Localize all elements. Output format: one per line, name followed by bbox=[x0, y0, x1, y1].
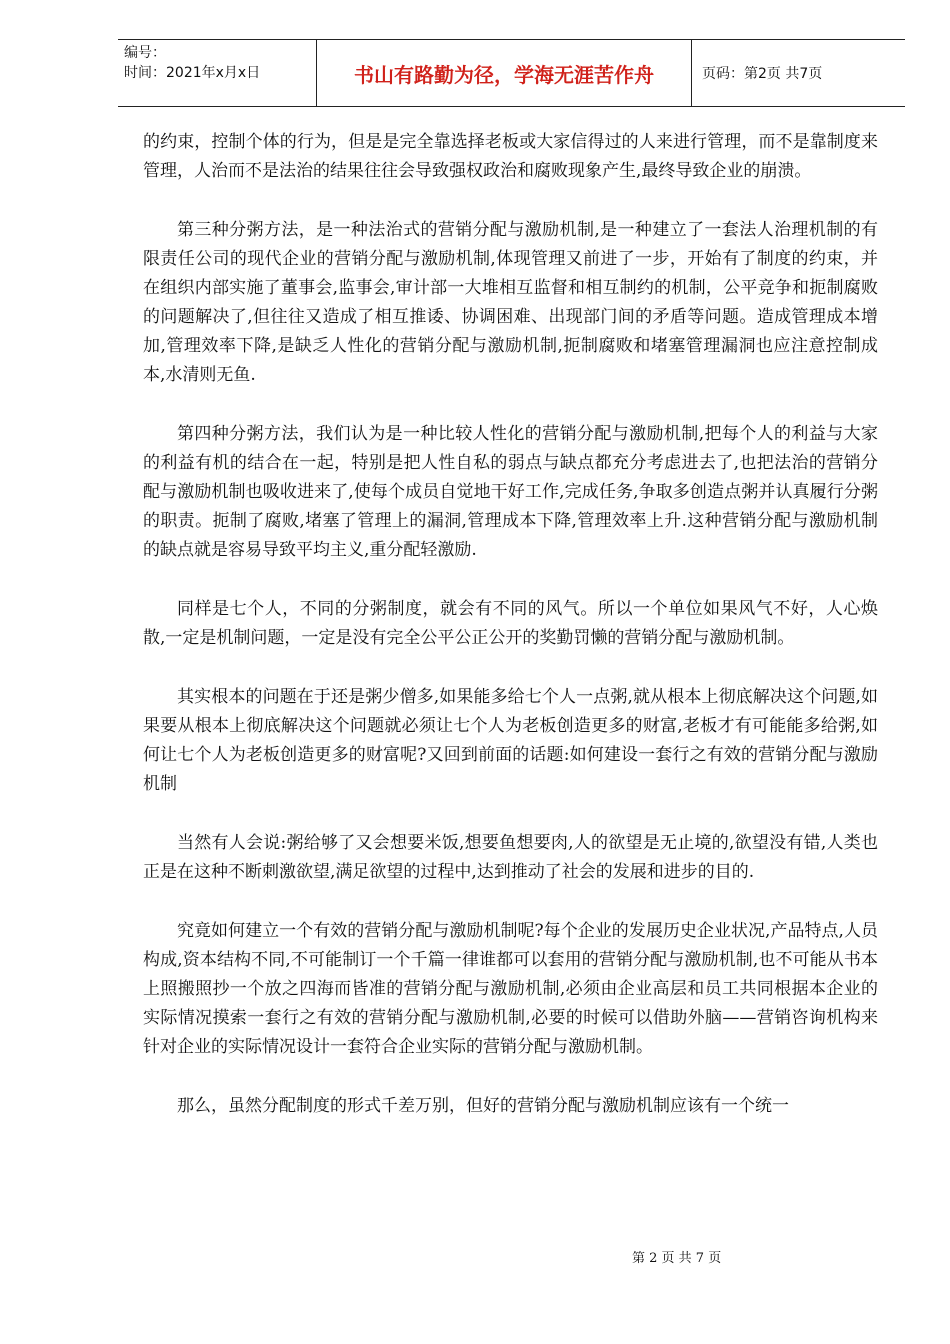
header-motto: 书山有路勤为径，学海无涯苦作舟 bbox=[317, 40, 692, 106]
header-meta bbox=[118, 40, 317, 106]
document-time-label: 时间：2021年x月x日 bbox=[124, 65, 261, 81]
paragraph: 第四种分粥方法，我们认为是一种比较人性化的营销分配与激励机制,把每个人的利益与大家的利益有机的结合在一起，特别是把人性自私的弱点与缺点都充分考虑进去了,也把法治的营销分配与激励机制也吸收进来了,使每个成员自觉地干好工作,完成任务,争取多创造点粥并认真履行分粥的职责。扼制了腐败,堵塞了管理上的漏洞,管理成本下降,管理效率上升.这种营销分配与激励机制的缺点就是容易导致平均主义,重分配轻激励. bbox=[143, 424, 878, 560]
document-body bbox=[143, 128, 878, 1151]
header-page-number: 页码：第2页 共7页 bbox=[702, 66, 823, 82]
paragraph: 究竟如何建立一个有效的营销分配与激励机制呢?每个企业的发展历史企业状况,产品特点,人员构成,资本结构不同,不可能制订一个千篇一律谁都可以套用的营销分配与激励机制,也不可能从书本上照搬照抄一个放之四海而皆准的营销分配与激励机制,必须由企业高层和员工共同根据本企业的实际情况摸索一套行之有效的营销分配与激励机制,必要的时候可以借助外脑——营销咨询机构来针对企业的实际情况设计一套符合企业实际的营销分配与激励机制。 bbox=[143, 921, 878, 1057]
paragraph: 当然有人会说:粥给够了又会想要米饭,想要鱼想要肉,人的欲望是无止境的,欲望没有错,人类也正是在这种不断刺激欲望,满足欲望的过程中,达到推动了社会的发展和进步的目的. bbox=[143, 833, 878, 882]
paragraph: 同样是七个人，不同的分粥制度，就会有不同的风气。所以一个单位如果风气不好，人心焕散,一定是机制问题，一定是没有完全公平公正公开的奖勤罚懒的营销分配与激励机制。 bbox=[143, 599, 878, 648]
paragraph: 第三种分粥方法，是一种法治式的营销分配与激励机制,是一种建立了一套法人治理机制的有限责任公司的现代企业的营销分配与激励机制,体现管理又前进了一步，开始有了制度的约束，并在组织内部实施了董事会,监事会,审计部一大堆相互监督和相互制约的机制，公平竞争和扼制腐败的问题解决了,但往往又造成了相互推诿、协调困难、出现部门间的矛盾等问题。造成管理成本增加,管理效率下降,是缺乏人性化的营销分配与激励机制,扼制腐败和堵塞管理漏洞也应注意控制成本,水清则无鱼. bbox=[143, 220, 878, 385]
page-footer: 第 2 页 共 7 页 bbox=[632, 1251, 722, 1266]
document-header bbox=[118, 39, 905, 107]
paragraph: 的约束，控制个体的行为，但是是完全靠选择老板或大家信得过的人来进行管理，而不是靠制度来管理，人治而不是法治的结果往往会导致强权政治和腐败现象产生,最终导致企业的崩溃。 bbox=[143, 132, 878, 181]
paragraph: 那么，虽然分配制度的形式千差万别，但好的营销分配与激励机制应该有一个统一 bbox=[177, 1096, 789, 1116]
document-number-label: 编号： bbox=[124, 45, 166, 61]
paragraph: 其实根本的问题在于还是粥少僧多,如果能多给七个人一点粥,就从根本上彻底解决这个问题,如果要从根本上彻底解决这个问题就必须让七个人为老板创造更多的财富,老板才有可能能多给粥,如何让七个人为老板创造更多的财富呢?又回到前面的话题:如何建设一套行之有效的营销分配与激励机制 bbox=[143, 687, 878, 794]
